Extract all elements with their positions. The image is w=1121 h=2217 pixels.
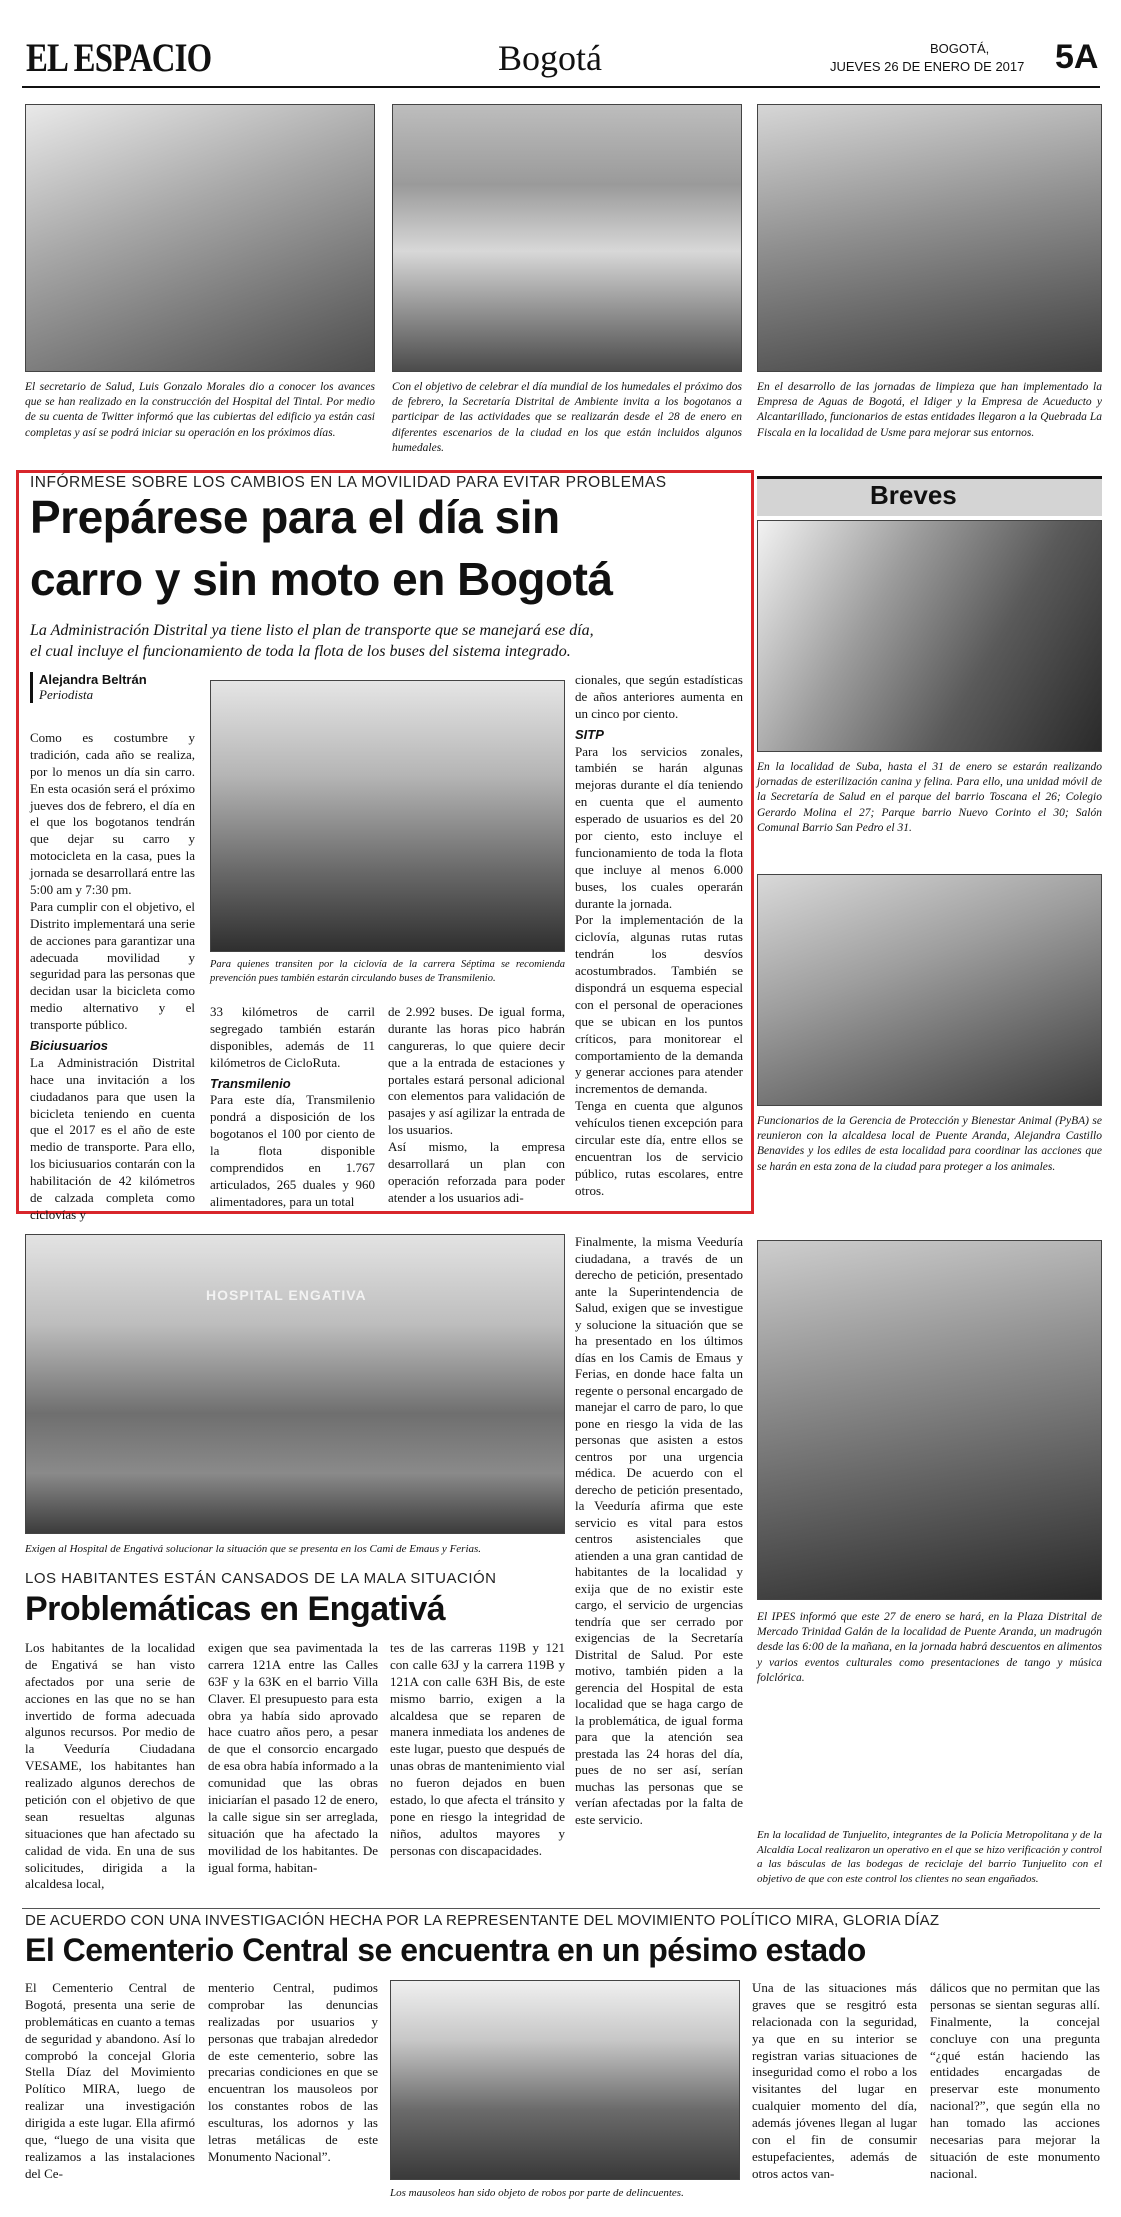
hospital-sign: HOSPITAL ENGATIVA	[206, 1287, 367, 1303]
paragraph: Como es costumbre y tradición, cada año se realiza, por lo menos un día sin carro. En esta ocasión será el próximo jueves dos de febrero, el día en el que los bogotanos tendrán que dejar su carro y motocicleta en la casa, pues la jornada se desarrollará entre las 5:00 am y 7:30 pm.	[30, 730, 195, 898]
article-lead	[30, 620, 745, 662]
page-number: 5A	[1055, 38, 1099, 76]
author-role: Periodista	[39, 687, 94, 702]
breves-title: Breves	[870, 480, 957, 510]
mausoleum-photo	[390, 1980, 740, 2180]
article-headline-line2: carro y sin moto en Bogotá	[30, 553, 613, 605]
section-title: Bogotá	[498, 38, 602, 78]
newspaper-logo: EL ESPACIO	[26, 35, 212, 80]
author-name: Alejandra Beltrán	[39, 672, 147, 687]
article-column-3	[388, 1004, 565, 1207]
masthead-city: BOGOTÁ,	[930, 41, 990, 56]
masthead-date: JUEVES 26 DE ENERO DE 2017	[830, 59, 1025, 74]
meeting-photo	[757, 874, 1102, 1106]
subheading: Biciusuarios	[30, 1038, 109, 1054]
article-column-2	[210, 1004, 375, 1211]
engativa-headline: Problemáticas en Engativá	[25, 1590, 446, 1628]
paragraph: de 2.992 buses. De igual forma, durante las horas pico habrán cangureras, lo que quiere decir que a la entrada de estaciones y portales estará personal adicional con elementos para validación de pasajes y así agilizar la entrada de los usuarios.	[388, 1004, 565, 1138]
photo-caption: Funcionarios de la Gerencia de Protección y Bienestar Animal (PyBA) se reunieron con la alcaldesa local de Puente Aranda, Alejandra Castillo Benavides y los ediles de esta localidad para coordinar las acciones que se harán en esta zona de la ciudad para proteger a los animales.	[757, 1115, 1102, 1173]
article-column-4	[575, 672, 743, 1200]
market-photo	[757, 1240, 1102, 1600]
cementerio-headline: El Cementerio Central se encuentra en un pésimo estado	[25, 1932, 866, 1968]
paragraph: Para este día, Transmilenio pondrá a disposición de los bogotanos el 100 por ciento de la flota disponible comprendidos en 1.767 articulados, 265 duales y 960 alimentadores, para un total	[210, 1092, 375, 1209]
hospital-tintal-photo	[25, 104, 375, 372]
engativa-column-2: exigen que sea pavimentada la carrera 121A entre las Calles 63F y la 63K en el barrio Villa Claver. El presupuesto para esta obra ya había sido aprovado hace cuatro años pero, a pesar de que el consorcio encargado de esa obra había informado a la comunidad que las obras iniciarían el pasado 12 de enero, la calle sigue sin ser arreglada, situación que ha afectado la movilidad de los habitantes. De igual forma, habitan-	[208, 1640, 378, 1875]
article-column-1	[30, 730, 195, 1224]
cementerio-column-2: menterio Central, pudimos comprobar las denuncias realizadas por usuarios y personas que trabajan alrededor de este cementerio, sobre las precarias condiciones en que se encuentran los mausoleos por los constantes robos de las esculturas, los adornos y las letras metálicas de este Monumento Nacional”.	[208, 1980, 378, 2164]
photo-caption: Los mausoleos han sido objeto de robos por parte de delincuentes.	[390, 2187, 684, 2199]
section-rule	[22, 1908, 1100, 1909]
photo-caption: En la localidad de Tunjuelito, integrantes de la Policía Metropolitana y de la Alcaldía Local realizaron un operativo en el que se hizo verificación y control a las básculas de las bodegas de reciclaje del barrio Tunjuelito con el objetivo de que con este control los clientes no sean engañados.	[757, 1829, 1102, 1885]
ciclovia-photo	[210, 680, 565, 952]
subheading: Transmilenio	[210, 1075, 291, 1091]
photo-caption: En la localidad de Suba, hasta el 31 de enero se estarán realizando jornadas de esterilización canina y felina. Para ello, una unidad móvil de la Secretaría de Salud en el parque del barrio Toscana el 26; Colegio Gerardo Molina el 27; Parque barrio Nuevo Corinto el 30; Salón Comunal Barrio San Pedro el 31.	[757, 761, 1102, 834]
article-kicker: INFÓRMESE SOBRE LOS CAMBIOS EN LA MOVILIDAD PARA EVITAR PROBLEMAS	[30, 474, 667, 491]
engativa-column-1: Los habitantes de la localidad de Engativá se han visto afectados por una serie de acciones en las que no se han invertido de forma adecuada algunos recursos. Por medio de la Veeduría Ciudadana VESAME, los habitantes han realizado algunos derechos de petición con el objetivo de que sean resueltas algunas situaciones que han afectado su calidad de vida. En una de sus solicitudes, dirigida a la alcaldesa local,	[25, 1640, 195, 1892]
cementerio-kicker: DE ACUERDO CON UNA INVESTIGACIÓN HECHA POR LA REPRESENTANTE DEL MOVIMIENTO POLÍTICO MIRA, GLORIA DÍAZ	[25, 1912, 940, 1929]
photo-caption: En el desarrollo de las jornadas de limpieza que han implementado la Empresa de Aguas de Bogotá, el Idiger y la Empresa de Acueducto y Alcantarillado, funcionarios de estas entidades llegaron a la Quebrada La Fiscala en la localidad de Usme para mejorar sus entornos.	[757, 381, 1102, 439]
photo-caption: Para quienes transiten por la ciclovía de la carrera Séptima se recomienda prevención pues también estarán circulando buses de Transmilenio.	[210, 959, 565, 984]
masthead-rule	[22, 86, 1100, 88]
byline	[30, 672, 147, 703]
photo-caption: Con el objetivo de celebrar el día mundial de los humedales el próximo dos de febrero, la Secretaría Distrital de Ambiente invita a los bogotanos a participar de las actividades que se realizarán desde el 28 de enero en diferentes escenarios de la ciudad en los que están incluidos algunos humedales.	[392, 381, 742, 454]
cat-dog-photo	[757, 520, 1102, 752]
paragraph: Así mismo, la empresa desarrollará un plan con operación reforzada para poder atender a los usuarios adi-	[388, 1139, 565, 1205]
photo-caption: El IPES informó que este 27 de enero se hará, en la Plaza Distrital de Mercado Trinidad Galán de la localidad de Puente Aranda, un madrugón desde las 6:00 de la mañana, en la jornada habrá descuentos en alimentos y varios eventos culturales como presentaciones de tango y música folclórica.	[757, 1611, 1102, 1684]
article-lead-line2: el cual incluye el funcionamiento de toda la flota de los buses del sistema integrado.	[30, 643, 571, 661]
paragraph: Para los servicios zonales, también se harán algunas mejoras durante el día teniendo en cuenta que el aumento esperado de usuarios es del 20 por ciento, esto incluye el funcionamiento de toda la flota que incluye al menos 6.000 buses, los cuales operarán durante la jornada.	[575, 743, 743, 911]
hospital-engativa-photo	[25, 1234, 565, 1534]
photo-caption: El secretario de Salud, Luis Gonzalo Morales dio a conocer los avances que se han realizado en la construcción del Hospital del Tintal. Por medio de su cuenta de Twitter informó que las cubiertas del edificio ya están casi completas y así se podrá iniciar su operación en los próximos días.	[25, 381, 375, 439]
engativa-column-4: Finalmente, la misma Veeduría ciudadana, a través de un derecho de petición, presentado ante la Superintendencia de Salud, exigen que se investigue y solucione la situación que se ha presentado en los últimos días en los Camis de Emaus y Ferias, en donde hace falta un regente o personal encargado de manejar el carro de paro, lo que pone en riesgo la vida de las personas que asisten a estos centros por una urgencia médica. De acuerdo con el derecho de petición presentado, la Veeduría afirma que este servicio es vital para estos centros asistenciales que atienden a una gran cantidad de habitantes de la localidad y exija que de no existir este cargo, el servicio de urgencias tendría que ser cerrado por exigencias de la Secretaría Distrital de Salud. Por este motivo, también piden a la gerencia del Hospital de esta localidad que se haga cargo de la problemática, de igual forma para que la atención sea prestada las 24 horas del día, pues de no ser así, serían muchas las personas que se verían afectadas por la falta de este servicio.	[575, 1234, 743, 1827]
quebrada-photo	[757, 104, 1102, 372]
cementerio-column-3: Una de las situaciones más graves que se resgitró esta relacionada con la seguridad, ya que en su interior se registran varias situaciones de inseguridad como el robo a los visitantes del lugar en cualquier momento del día, además jóvenes llegan al lugar con el fin de consumir estupefacientes, además de otros actos van-	[752, 1980, 917, 2181]
paragraph: Por la implementación de la ciclovía, algunas rutas rutas tendrán los desvíos acostumbrados. También se dispondrá un esquema especial con el personal de operaciones que se ubican en los puntos críticos, para monitorear el comportamiento de la demanda y generar acciones para atender incrementos de demanda.	[575, 912, 743, 1097]
article-headline-line1: Prepárese para el día sin	[30, 491, 560, 543]
paragraph: Tenga en cuenta que algunos vehículos tienen excepción para circular este día, entre ellos se encuentran los de servicio público, rutas escolares, entre otros.	[575, 1098, 743, 1198]
paragraph: La Administración Distrital hace una invitación a los ciudadanos para que usen la bicicleta teniendo en cuenta que el 2017 es el año de este medio de transporte. Para ello, los biciusuarios contarán con la habilitación de 42 kilómetros de calzada completa como ciclovías y	[30, 1054, 195, 1222]
paragraph: 33 kilómetros de carril segregado también estarán disponibles, además de 11 kilómetros de CicloRuta.	[210, 1004, 375, 1070]
paragraph: Para cumplir con el objetivo, el Distrito implementará una serie de acciones para garantizar una adecuada movilidad y seguridad para las personas que decidan usar la bicicleta como medio alternativo y el transporte público.	[30, 898, 195, 1033]
engativa-kicker: LOS HABITANTES ESTÁN CANSADOS DE LA MALA SITUACIÓN	[25, 1570, 497, 1587]
humedal-photo	[392, 104, 742, 372]
paragraph: cionales, que según estadísticas de años anteriores aumenta en un cinco por ciento.	[575, 672, 743, 721]
engativa-column-3: tes de las carreras 119B y 121 con calle 63J y la carrera 119B y 121A con calle 63H Bis, de este mismo barrio, exigen a la alcaldesa que se reparen de manera inmediata los andenes de este lugar, puesto que después de unas obras de mantenimiento vial no fueron dejados en buen estado, lo que afecta el tránsito y pone en riesgo la integridad de niños, adultos mayores y personas con discapacidades.	[390, 1640, 565, 1858]
subheading: SITP	[575, 726, 604, 742]
cementerio-column-1: El Cementerio Central de Bogotá, presenta una serie de problemáticas en cuanto a temas de seguridad y abandono. Así lo comprobó la concejal Gloria Stella Díaz del Movimiento Político MIRA, luego de realizar una investigación dirigida a este lugar. Ella afirmó que, “luego de una visita que realizamos a las instalaciones del Ce-	[25, 1980, 195, 2181]
cementerio-column-4: dálicos que no permitan que las personas se sientan seguras allí. Finalmente, la concejal concluye con una pregunta “¿qué están haciendo las entidades encargadas de preservar este monumento nacional?”, que según ella no han tomado las acciones necesarias para mejorar la situación de este monumento nacional.	[930, 1980, 1100, 2181]
photo-caption: Exigen al Hospital de Engativá solucionar la situación que se presenta en los Cami de Emaus y Ferias.	[25, 1543, 482, 1555]
article-lead-line1: La Administración Distrital ya tiene listo el plan de transporte que se manejará ese día,	[30, 622, 594, 639]
